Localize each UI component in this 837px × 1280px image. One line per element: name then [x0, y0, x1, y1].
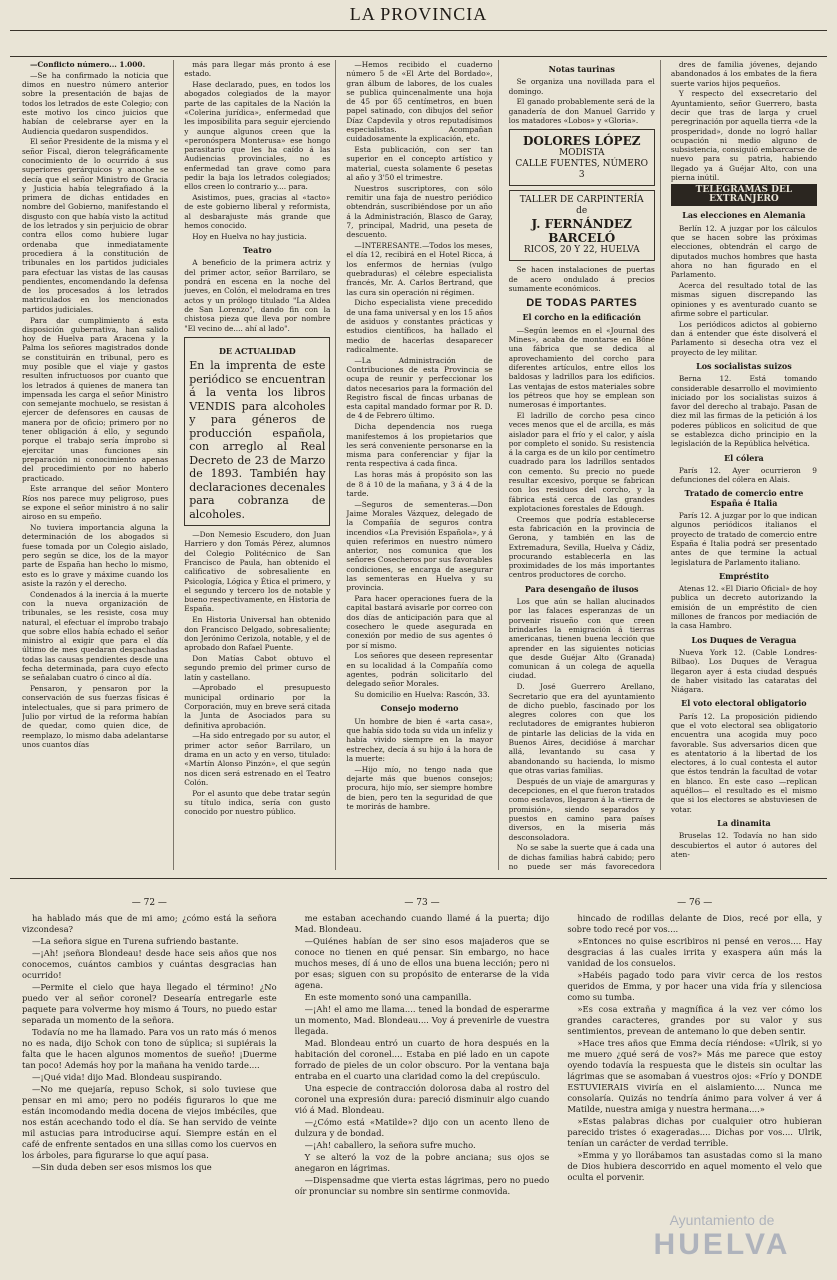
paragraph: Asistimos, pues, gracias al «tacto» de este gobierno liberal y reformista, al desbarajuste más grande que hemos conocido.	[184, 193, 331, 231]
paragraph: París 12. A juzgar por lo que indican algunos periódicos italianos el proyecto de tratado de comercio entre España é Italia podrá ser presentado antes de que termine la actual legislatura de Parlamento italiano.	[670, 511, 818, 567]
paragraph: Y respecto del exsecretario del Ayuntamiento, señor Guerrero, basta decir que tras de larga y cruel peregrinación por aquella tierra «de la prosperidad», donde no logró hallar ocupación ni medio alguno de subsistencia, consiguió embarcarse de nuevo para su patria, habiendo llegado ya á Guéjar Alto, con una pierna inútil.	[670, 89, 818, 183]
paragraph: —Dispensadme que vierta estas lágrimas, pero no puedo oír pronunciar su nombre sin sentirme conmovida.	[294, 1175, 550, 1196]
newspaper-title: LA PROVINCIA	[349, 4, 488, 24]
paragraph: Nuestros suscriptores, con sólo remitir una faja de nuestro periódico obtendrán, suscribiéndose por un año á la Administración, Blasco de Garay, 7, principal, Madrid, una peseta de descuento.	[346, 183, 493, 240]
paragraph: A beneficio de la primera actriz y del primer actor, señor Barrilaro, se pondrá en escena en la noche del jueves, en Colón, el melodrama en tres actos y un prólogo titulado "La Aldea de San Lorenzo", dando fin con la chistosa pieza que lleva por nombre "El vecino de.... ahí al lado".	[184, 258, 331, 333]
paragraph: »Hace tres años que Emma decía riéndose: «Ulrik, si yo me muero ¿qué será de vos?» Más me parece que estoy oyendo todavía la respuesta que le disteis sin ocultar las lágrimas que se asomaban á vuestros ojos: «Frío y DONDE ESTUVIERAIS viviría en el aislamiento.... Nunca me consolaría. Quizás no tendría ánimo para volver á ver á Matilde, nuestra amiga y nuestra hermana....»	[567, 1038, 822, 1114]
notice-box	[184, 337, 330, 526]
paragraph: —La señora sigue en Turena sufriendo bastante.	[32, 936, 239, 946]
paragraph: —Quiénes habían de ser sino esos majaderos que se conoce no tienen en qué pensar. Sin embargo, no hace muchos meses, dí á uno de ellos una buena lección; pero ni por esas; siguen con su propósito de enterarse de la vida agena.	[294, 936, 550, 990]
paragraph: En Historia Universal han obtenido don Francisco Delgado, sobresaliente; don Jerónimo Cerizola, notable, y el de aprobado don Rafael Puente.	[184, 615, 331, 653]
paragraph: —No me quejaría, repuso Schok, si solo tuviese que pensar en mi amo; pero no podéis figuraros lo que me están incomodando media docena de viejos imbéciles, que nos están acechando todo el día. Se han servido de veinte mil astucias para introducirse aquí. Siempre están en el café de enfrente sentados en una sillas como los cuervos en los árboles, para figurarse lo que aquí pasa.	[22, 1084, 277, 1160]
paragraph: —Hijo mío, no tengo nada que dejarte más que buenos consejos; procura, hijo mío, ser siempre hombre de bien, pero ten la seguridad de que te morirás de hambre.	[346, 764, 493, 811]
section-heading: Los socialistas suizos	[696, 360, 792, 371]
paragraph: Bruselas 12. Todavía no han sido descubiertos el autor ó autores del aten-	[670, 831, 818, 859]
paragraph: —Permite el cielo que haya llegado el término! ¿No puedo ver al señor coronel? Desearía entregarle este paquete para volverme hoy mismo á Tours, no puedo estar separada un momento de la señora.	[22, 982, 277, 1025]
section-heading: Teatro	[243, 245, 272, 256]
watermark-line2: HUELVA	[653, 1228, 791, 1261]
paragraph: Dicho especialista viene precedido de una fama universal y en los 15 años de asiduos y constantes prácticas y estudios científicos, ha hallado el medio de hacerlas desaparecer radicalmente.	[346, 298, 493, 354]
paragraph: Nueva York 12. (Cable Londres-Bilbao). Los Duques de Veragua llegaron ayer á esta ciudad después de haber visitado las cataratas del Niágara.	[670, 647, 818, 695]
notice-title: DE ACTUALIDAD	[218, 345, 296, 356]
paragraph: —Conflicto número... 1.000.	[30, 60, 146, 69]
ad-line: J. FERNÁNDEZ BARCELÓ	[531, 217, 632, 246]
paragraph: Dicha dependencia nos ruega manifestemos á los propietarios que les será conveniente personarse en la misma para conferenciar y fijar la renta respectiva á cada finca.	[346, 422, 493, 469]
masthead	[0, 0, 837, 40]
paragraph: Los que aún se hallan alucinados por las falaces esperanzas de un porvenir risueño con que creen brindarles la emigración á tierras americanas, tienen buena lección que aprender en las siguientes noticias que desde Guéjar Alto (Granada) comunican á un colega de aquella ciudad.	[508, 597, 655, 681]
paragraph: El señor Presidente de la misma y el señor Fiscal, dieron telegráficamente conocimiento de lo ocurrido á sus superiores gerárquicos y anoche se decía que el señor Ministro de Gracia y Justicia había telegrafiado á la primera de dichas entidades en nombre del Gobierno, manifestando el disgusto con que había visto la actitud de los letrados y sin perjuicio de obrar contra ellos como hubiere lugar ordenaba que inmediatamente procediera á la constitución de tribunales en los partidos judiciales para efectuar las vistas de las causas pendientes, encomendando la defensa de los procesados á los letrados matriculados en los mencionados partidos judiciales.	[22, 137, 169, 314]
paragraph: D. José Guerrero Arellano, Secretario que era del ayuntamiento de dicho pueblo, fascinado por los alegres colores con que los reclutadores de emigrantes hubieron de pintarle las delicias de la vida en Buenos Aires, decidióse á marchar allá, levantando su casa y abandonando su hacienda, lo mismo que otras varias familias.	[508, 682, 655, 775]
paragraph: —Según leemos en el «Journal des Mines», acaba de montarse en Bône una fábrica que se dedica al aprovechamiento del corcho para diferentes artículos, entre ellos los baldosas y ladrillos para los edificios. Las ventajas de estos materiales sobre los pétreos que hoy se emplean son numerosas é importantes.	[508, 325, 655, 410]
paragraph: —Don Nemesio Escudero, don Juan Harriero y don Tomás Pérez, alumnos del Colegio Politécnico de San Francisco de Paula, han obtenido el calificativo de sobresaliente en Psicología, Lógica y Ética el primero, y el segundo y tercero los de notable y bueno respectivamente, en Historia de España.	[184, 530, 331, 614]
paragraph: —¡Qué vida! dijo Mad. Blondeau suspirando.	[32, 1072, 222, 1082]
paragraph: ha hablado más que de mi amo; ¿cómo está la señora vizcondesa?	[22, 913, 277, 934]
section-banner: TELEGRAMAS DEL EXTRANJERO	[671, 184, 817, 207]
section-heading: Notas taurinas	[548, 64, 615, 74]
paragraph: Esta publicación, con ser tan superior en el concepto artístico y material, cuesta solamente 6 pesetas al año y 3'50 el trimestre.	[346, 145, 493, 183]
section-heading: La dinamita	[717, 817, 771, 828]
page-number: — 73 —	[404, 898, 440, 908]
archive-watermark	[637, 1212, 807, 1272]
section-heading: Para desengaño de ilusos	[524, 583, 639, 594]
paragraph: Mad. Blondeau entró un cuarto de hora después en la habitación del coronel.... Estaba en pié lado en un capote forrado de pieles de un color obscuro. Por la ventana baja entraba en el cuarto una claridad como la del crepúsculo.	[294, 1038, 550, 1081]
paragraph: —INTERESANTE.—Todos los meses, el día 12, recibirá en el Hotel Ricca, á los enfermos de hernias (vulgo quebraduras) el célebre especialista francés, Mr. A. Carlos Bertrand, que las cura sin operación ni régimen.	[346, 241, 493, 297]
paragraph: No se sabe la suerte que á cada una de dichas familias habrá cabido; pero no puede ser más favorecedora	[508, 843, 655, 870]
paragraph: Y se alteró la voz de la pobre anciana; sus ojos se anegaron en lágrimas.	[294, 1152, 550, 1173]
paragraph: París 12. Ayer ocurrieron 9 defunciones del cólera en Alais.	[670, 465, 818, 485]
paragraph: Se organiza una novillada para el domingo.	[508, 77, 655, 96]
paragraph: En este momento sonó una campanilla.	[304, 992, 472, 1002]
paragraph: —Seguros de sementeras.—Don Jaime Morales Vázquez, delegado de la Compañía de seguros contra incendios «La Previsión Española», y á quien referimos en nuestro número anterior, nos comunica que los señores Cosecheros por sus favorables condiciones, se encarga de asegurar las sementeras en Huelva y su provincia.	[346, 499, 493, 593]
paragraph: »Habéis pagado todo para vivir cerca de los restos queridos de Emma, y por hacer una vida fría y silenciosa como su tumba.	[567, 970, 822, 1002]
watermark-line1: Ayuntamiento de	[669, 1212, 775, 1228]
ad-line: CALLE FUENTES, NÚMERO 3	[515, 159, 648, 181]
advertisement	[509, 129, 655, 186]
section-heading: Empréstito	[719, 570, 769, 581]
paragraph: Una especie de contracción dolorosa daba al rostro del coronel una expresión dura: pareció disminuir algo cuando vió á Mad. Blondeau.	[294, 1083, 550, 1115]
paragraph: »Emma y yo llorábamos tan asustadas como si la mano de Dios hubiera descorrido en aquel momento el velo que oculta el porvenir.	[567, 1150, 822, 1182]
folletin-column-2	[295, 898, 550, 1270]
paragraph: —Hemos recibido el cuaderno número 5 de «El Arte del Bordado», gran álbum de labores, de los cuales se publica quincenalmente una hoja de 45 por 65 centímetros, en buen papel satinado, con dibujos del señor Díaz Capdevila y otros reputadísimos especialistas. Acompañan cuidadosamente la explicación, etc.	[346, 60, 493, 144]
column-2	[184, 60, 336, 870]
paragraph: Su domicilio en Huelva: Rascón, 33.	[354, 690, 490, 700]
paragraph: Para dar cumplimiento á esta disposición gubernativa, han salido hoy de Huelva para Aracena y la Palma los señores magistrados donde se constituirán en tribunal, pero es muy posible que el viaje y gastos resulten infructuosos por cuanto que los letrados á quienes de manera tan impensada les carga el señor Ministro con semejante mochuelo, se resistan á ejercer de defensores en causas de manera por de oficio; primero por no tener obligación á ello, y segundo porque el trabajo sería ímprobo si ejercitar unas funciones sin preparación ni conocimiento apenas del procedimiento por no haberlo practicado.	[22, 315, 169, 483]
column-1	[22, 60, 174, 870]
top-rule	[10, 56, 827, 57]
section-heading: Los Duques de Veragua	[691, 634, 797, 645]
masthead-rule	[10, 30, 827, 31]
upper-columns	[22, 60, 822, 870]
paragraph: Este arranque del señor Montero Ríos nos parece muy peligroso, pues se expone el señor ministro á no salir airoso en su empeño.	[22, 484, 169, 522]
paragraph: Todavía no me ha llamado. Para vos un rato más ó menos no es nada, dijo Schok con tono de súplica; si supiérais la falta que le hacen algunos momentos de sueño! ¡Duerme tan poco! Además hoy por la mañana ha venido tarde....	[22, 1027, 277, 1070]
paragraph: Hoy en Huelva no hay justicia.	[192, 231, 307, 241]
ad-line: RICOS, 20 Y 22, HUELVA	[523, 245, 640, 256]
paragraph: Atenas 12. «El Diario Oficial» de hoy publica un decreto autorizando la emisión de un empréstito de cien millones de francos por mediación de la casa Hambro.	[670, 584, 818, 631]
paragraph: »Es cosa extraña y magnífica á la vez ver cómo los grandes caracteres, grandes por su valor y sus sentimientos, prevean de antemano lo que deben sentir.	[567, 1004, 822, 1036]
paragraph: Creemos que podría establecerse esta fabricación en la provincia de Gerona, y también en las de Extremadura, Sevilla, Huelva y Cádiz, procurando establecerla en las proximidades de los más importantes centros productores de corcho.	[508, 514, 655, 580]
paragraph: Hase declarado, pues, en todos los abogados colegiados de la mayor parte de las capitales de la Nación la «Colerina jurídica», enfermedad que les imposibilita para seguir ejerciendo y aunque algunos creen que la «peronóspera Monterusa» ese hongo parasitario que les ha caído á las Audiencias provinciales, no es enfermedad tan grave como para pedir la baja los letrados colegiados; ellos creen lo contrario y.... para.	[184, 80, 331, 192]
paragraph: Los señores que deseen representar en su localidad á la Compañía como agentes, podrán solicitarlo del delegado señor Morales.	[346, 651, 493, 689]
folletin-column-1	[22, 898, 277, 1270]
paragraph: Se hacen instalaciones de puertas de acero ondulado á precios sumamente económicos.	[508, 265, 655, 293]
paragraph: me estaban acechando cuando llamé á la puerta; dijo Mad. Blondeau.	[294, 913, 550, 934]
paragraph: El ganado probablemente será de la ganadería de don Manuel Garrido y los matadores «Lobos» y «Gloria».	[508, 97, 655, 125]
advertisement	[509, 190, 655, 261]
paragraph: —Se ha confirmado la noticia que dimos en nuestro número anterior sobre la presentación de bajas de todos los letrados de este Colegio; con este motivo los cinco juicios que habían de celebrarse ayer en la Audiencia quedaron suspendidos.	[22, 70, 169, 136]
ad-line: DOLORES LÓPEZ	[522, 134, 641, 149]
paragraph: Acerca del resultado total de las mismas siguen discrepando las opiniones y es aventurado cuanto se afirme sobre el particular.	[670, 281, 818, 318]
paragraph: —Sin duda deben ser esos mismos los que	[32, 1162, 212, 1172]
column-4	[509, 60, 661, 870]
section-heading: El voto electoral obligatorio	[681, 698, 807, 709]
paragraph: hincado de rodillas delante de Dios, recé por ella, y sobre todo recé por vos....	[567, 913, 822, 934]
paragraph: Berlín 12. A juzgar por los cálculos que se hacen sobre las próximas elecciones, obtendrán el cargo de diputados muchos hombres que hasta ahora no han figurado en el Parlamento.	[670, 223, 818, 280]
paragraph: —¿Cómo está «Matilde»? dijo con un acento lleno de dulzura y de bondad.	[294, 1117, 550, 1138]
paragraph: —¡Ah! ¡señora Blondeau! desde hace seis años que nos conocemos, cuántos cambios y cuántas desgracias han ocurrido!	[22, 948, 277, 980]
paragraph: Pensaron, y pensaron por la conservación de sus fuerzas físicas é intelectuales, que si para primero de Julio por virtud de la reforma habían de quedar, como quien dice, de reemplazo, lo mismo daba adelantarse unos cuantos días	[22, 684, 169, 749]
ad-line: de	[576, 206, 588, 217]
paragraph: El ladrillo de corcho pesa cinco veces menos que el de arcilla, es más aislador para el frío y el calor, y aísla por completo el sonido. Su resistencia á la carga es de un kilo por centímetro cuadrado para los ladrillos sentados con cemento. Su precio no puede resultar excesivo, porque se fabrican con los residuos del corcho, y la fábrica está cerca de las grandes explotaciones forestales de Edough.	[508, 410, 655, 513]
paragraph: Las horas más á propósito son las de 8 á 10 de la mañana, y 3 á 4 de la tarde.	[346, 470, 493, 498]
paragraph: Los periódicos adictos al gobierno dan á entender que éste disolverá el Parlamento si desecha otra vez el proyecto de ley militar.	[670, 319, 818, 357]
paragraph: —Aprobado el presupuesto municipal ordinario por la Corporación, muy en breve será citada la Junta de Asociados para su definitiva aprobación.	[184, 683, 331, 730]
column-3	[346, 60, 498, 870]
paragraph: Para hacer operaciones fuera de la capital bastará avisarle por correo con dos días de anticipación para que al cosechero le quede asegurada en conexión por medio de sus agentes ó por sí mismo.	[346, 594, 493, 650]
section-heading: El cólera	[724, 452, 764, 463]
paragraph: »Entonces no quise escribiros ni pensé en veros.... Hay desgracias á las cuales irrita y exaspera aún más la vanidad de los consuelos.	[567, 936, 822, 968]
paragraph: Don Matías Cabot obtuvo el segundo premio del primer curso de latín y castellano.	[184, 653, 331, 682]
paragraph: Por el asunto que debe tratar según su título indica, sería con gusto conocido por nuestro público.	[184, 788, 331, 817]
paragraph: —¡Ah! el amo me llama.... tened la bondad de esperarme un momento, Mad. Blondeau.... Voy á prevenirle de vuestra llegada.	[294, 1004, 550, 1036]
page-number: — 72 —	[131, 898, 167, 908]
paragraph: —La Administración de Contribuciones de esta Provincia se ocupa de reunir y perfeccionar los datos necesarios para la formación del Registro fiscal de fincas urbanas de esta capital mandado formar por R. D. de 4 de Febrero último.	[346, 355, 493, 421]
column-5	[671, 60, 822, 870]
section-heading: Las elecciones en Alemania	[682, 210, 806, 221]
section-heading: El corcho en la edificación	[522, 312, 641, 323]
ad-line: MODISTA	[558, 148, 605, 159]
paragraph: —Ha sido entregado por su autor, el primer actor señor Barrilaro, un drama en un acto y en verso, titulado: «Martín Alonso Pinzón», el que según nos dicen será estrenado en el Teatro Colón.	[184, 731, 331, 787]
paragraph: »Estas palabras dichas por cualquier otro hubieran parecido tristes ó exageradas.... Dichas por vos.... Ulrik, tenían un carácter de verdad terrible.	[567, 1116, 822, 1148]
folletin-rule	[10, 878, 827, 879]
section-heading: Consejo moderno	[380, 703, 459, 714]
paragraph: Condenados á la inercia á la muerte con la nueva organización de tribunales, se les resiste, cosa muy natural, el efectuar el ímprobo trabajo que sobre ellos había echado el señor ministro al exigir que para el día último de mes quedaran despachadas todas las causas pendientes desde una fecha determinada, para cuyo efecto se señalaban cuatro ó cinco al día.	[22, 589, 169, 683]
paragraph: —¡Ah! caballero, la señora sufre mucho.	[304, 1140, 476, 1150]
paragraph: Después de un viaje de amarguras y decepciones, en el que fueron tratados como esclavos, llegaron á la «tierra de promisión», siendo separados y puestos en camino para países diversos, en la miseria más desconsoladora.	[508, 776, 655, 842]
paragraph: más para llegar más pronto á ese estado.	[184, 60, 331, 79]
paragraph: dres de familia jóvenes, dejando abandonados á los embates de la fiera suerte varios hijos pequeños.	[670, 60, 818, 88]
paragraph: Berna 12. Está tomando considerable desarrollo el movimiento iniciado por los socialistas suizos á favor del derecho al trabajo. Pasan de diez mil las firmas de la petición á los poderes públicos en solicitud de que se establezca dicho principio en la legislación de la República helvética.	[670, 374, 818, 449]
paragraph: No tuviera importancia alguna la determinación de los abogados si fuese tomada por un Colegio aislado, pero según se dice, los de la mayor parte de España han hecho lo mismo, esto es lo grave y máxime cuando los asiste la razón y el derecho.	[22, 523, 169, 588]
ad-line: TALLER DE CARPINTERÍA	[519, 195, 644, 206]
section-heading: Tratado de comercio entre España é Italia	[684, 488, 804, 508]
notice-body: En la imprenta de este periódico se encuentran á la venta los libros VENDIS para alcoholes y para géneros de producción española, con arreglo al Real Decreto de 23 de Marzo de 1893. También hay declaraciones decenales para cobranza de alcoholes.	[189, 359, 326, 521]
section-title: DE TODAS PARTES	[526, 297, 638, 310]
paragraph: Un hombre de bien é «arta casa», que había sido toda su vida un infeliz y había vivido siempre en la mayor estrechez, decía á su hijo á la hora de la muerte:	[346, 716, 493, 763]
paragraph: París 12. La proposición pidiendo que el voto electoral sea obligatorio encuentra una acogida muy poco favorable. Sus adversarios dicen que es atentatorio á la libertad de los electores, á lo cual contesta el autor que éstos tendrán la facultad de votar en blanco. En este caso —replican aquéllos— el resultado es el mismo que si los electores se abstuviesen de votar.	[670, 711, 818, 814]
page-number: — 76 —	[677, 898, 713, 908]
